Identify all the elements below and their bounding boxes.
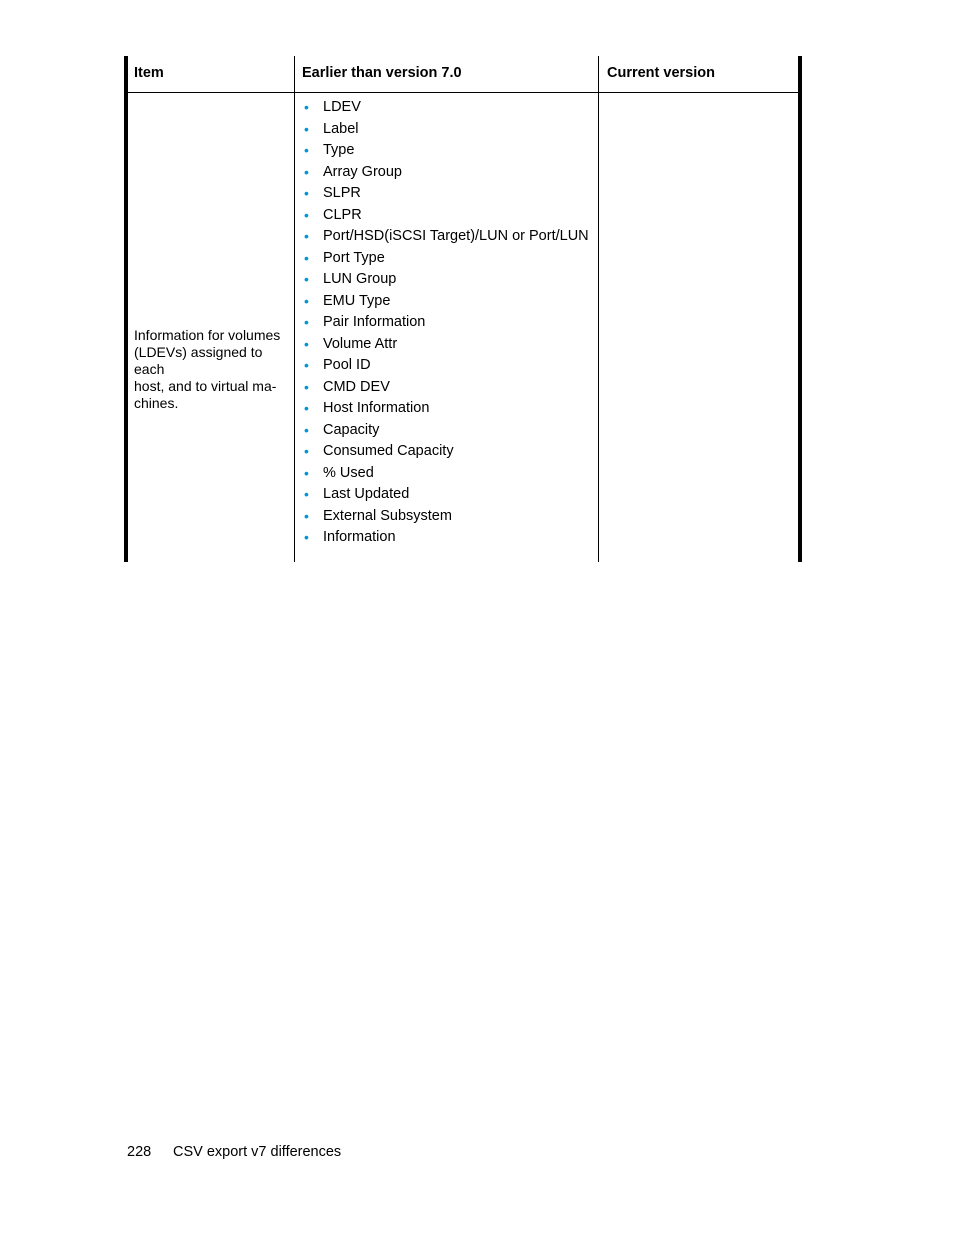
page-footer <box>127 1144 341 1160</box>
list-item <box>302 484 592 506</box>
bullet-icon: • <box>304 271 309 287</box>
list-item <box>302 183 592 205</box>
list-item-label: CMD DEV <box>323 378 390 395</box>
bullet-icon: • <box>304 163 309 180</box>
list-item <box>302 420 592 442</box>
list-item <box>302 463 592 485</box>
list-item-label: Host Information <box>323 400 430 416</box>
list-item-label: Volume Attr <box>323 335 398 352</box>
bullet-icon: • <box>304 378 309 395</box>
bullet-icon: • <box>304 357 309 373</box>
list-item-label: Capacity <box>323 421 380 438</box>
list-item <box>302 506 592 528</box>
item-description <box>134 327 290 412</box>
list-item-label: EMU Type <box>323 292 391 309</box>
bullet-icon: • <box>304 120 309 137</box>
bullet-icon: • <box>304 292 309 309</box>
bullet-icon: • <box>304 99 309 115</box>
list-item-label: Pool ID <box>323 357 371 373</box>
list-item-label: Information <box>323 529 396 545</box>
list-item <box>302 162 592 184</box>
table-row <box>128 93 798 562</box>
comparison-table <box>124 56 802 562</box>
list-item-label: SLPR <box>323 185 361 201</box>
bullet-icon: • <box>304 335 309 352</box>
list-item <box>302 119 592 141</box>
list-item <box>302 97 592 119</box>
list-item <box>302 312 592 334</box>
bullet-icon: • <box>304 529 309 545</box>
bullet-icon: • <box>304 400 309 416</box>
list-item-label: Array Group <box>323 163 402 180</box>
page-number: 228 <box>127 1144 152 1160</box>
section-title: CSV export v7 differences <box>173 1144 342 1160</box>
earlier-version-field-list <box>302 97 592 549</box>
list-item-label: LDEV <box>323 99 361 115</box>
bullet-icon: • <box>304 464 309 481</box>
list-item <box>302 334 592 356</box>
table-header-row <box>128 56 798 93</box>
list-item <box>302 527 592 549</box>
list-item-label: External Subsystem <box>323 507 452 524</box>
list-item <box>302 377 592 399</box>
bullet-icon: • <box>304 507 309 524</box>
bullet-icon: • <box>304 142 309 158</box>
bullet-icon: • <box>304 421 309 438</box>
bullet-icon: • <box>304 486 309 502</box>
list-item-label: Type <box>323 142 355 158</box>
list-item-label: CLPR <box>323 206 362 223</box>
list-item <box>302 269 592 291</box>
list-item <box>302 226 592 248</box>
list-item-label: Port/HSD(iSCSI Target)/LUN or Port/LUN <box>323 228 589 244</box>
bullet-icon: • <box>304 249 309 266</box>
list-item <box>302 398 592 420</box>
list-item-label: LUN Group <box>323 271 397 287</box>
list-item <box>302 355 592 377</box>
list-item <box>302 205 592 227</box>
bullet-icon: • <box>304 443 309 459</box>
list-item <box>302 248 592 270</box>
header-item: Item <box>134 65 164 81</box>
list-item-label: % Used <box>323 464 374 481</box>
list-item <box>302 140 592 162</box>
item-description-line: (LDEVs) assigned to each <box>134 344 263 377</box>
list-item <box>302 441 592 463</box>
item-description-line: chines. <box>134 395 179 411</box>
list-item <box>302 291 592 313</box>
list-item-label: Consumed Capacity <box>323 443 454 459</box>
item-description-line: Information for volumes <box>134 327 281 343</box>
item-description-line: host, and to virtual ma- <box>134 378 277 394</box>
list-item-label: Port Type <box>323 249 385 266</box>
bullet-icon: • <box>304 185 309 201</box>
bullet-icon: • <box>304 206 309 223</box>
header-earlier-version: Earlier than version 7.0 <box>302 65 462 81</box>
list-item-label: Last Updated <box>323 486 410 502</box>
header-current-version: Current version <box>607 65 715 81</box>
list-item-label: Label <box>323 120 359 137</box>
bullet-icon: • <box>304 228 309 244</box>
list-item-label: Pair Information <box>323 314 426 330</box>
bullet-icon: • <box>304 314 309 330</box>
